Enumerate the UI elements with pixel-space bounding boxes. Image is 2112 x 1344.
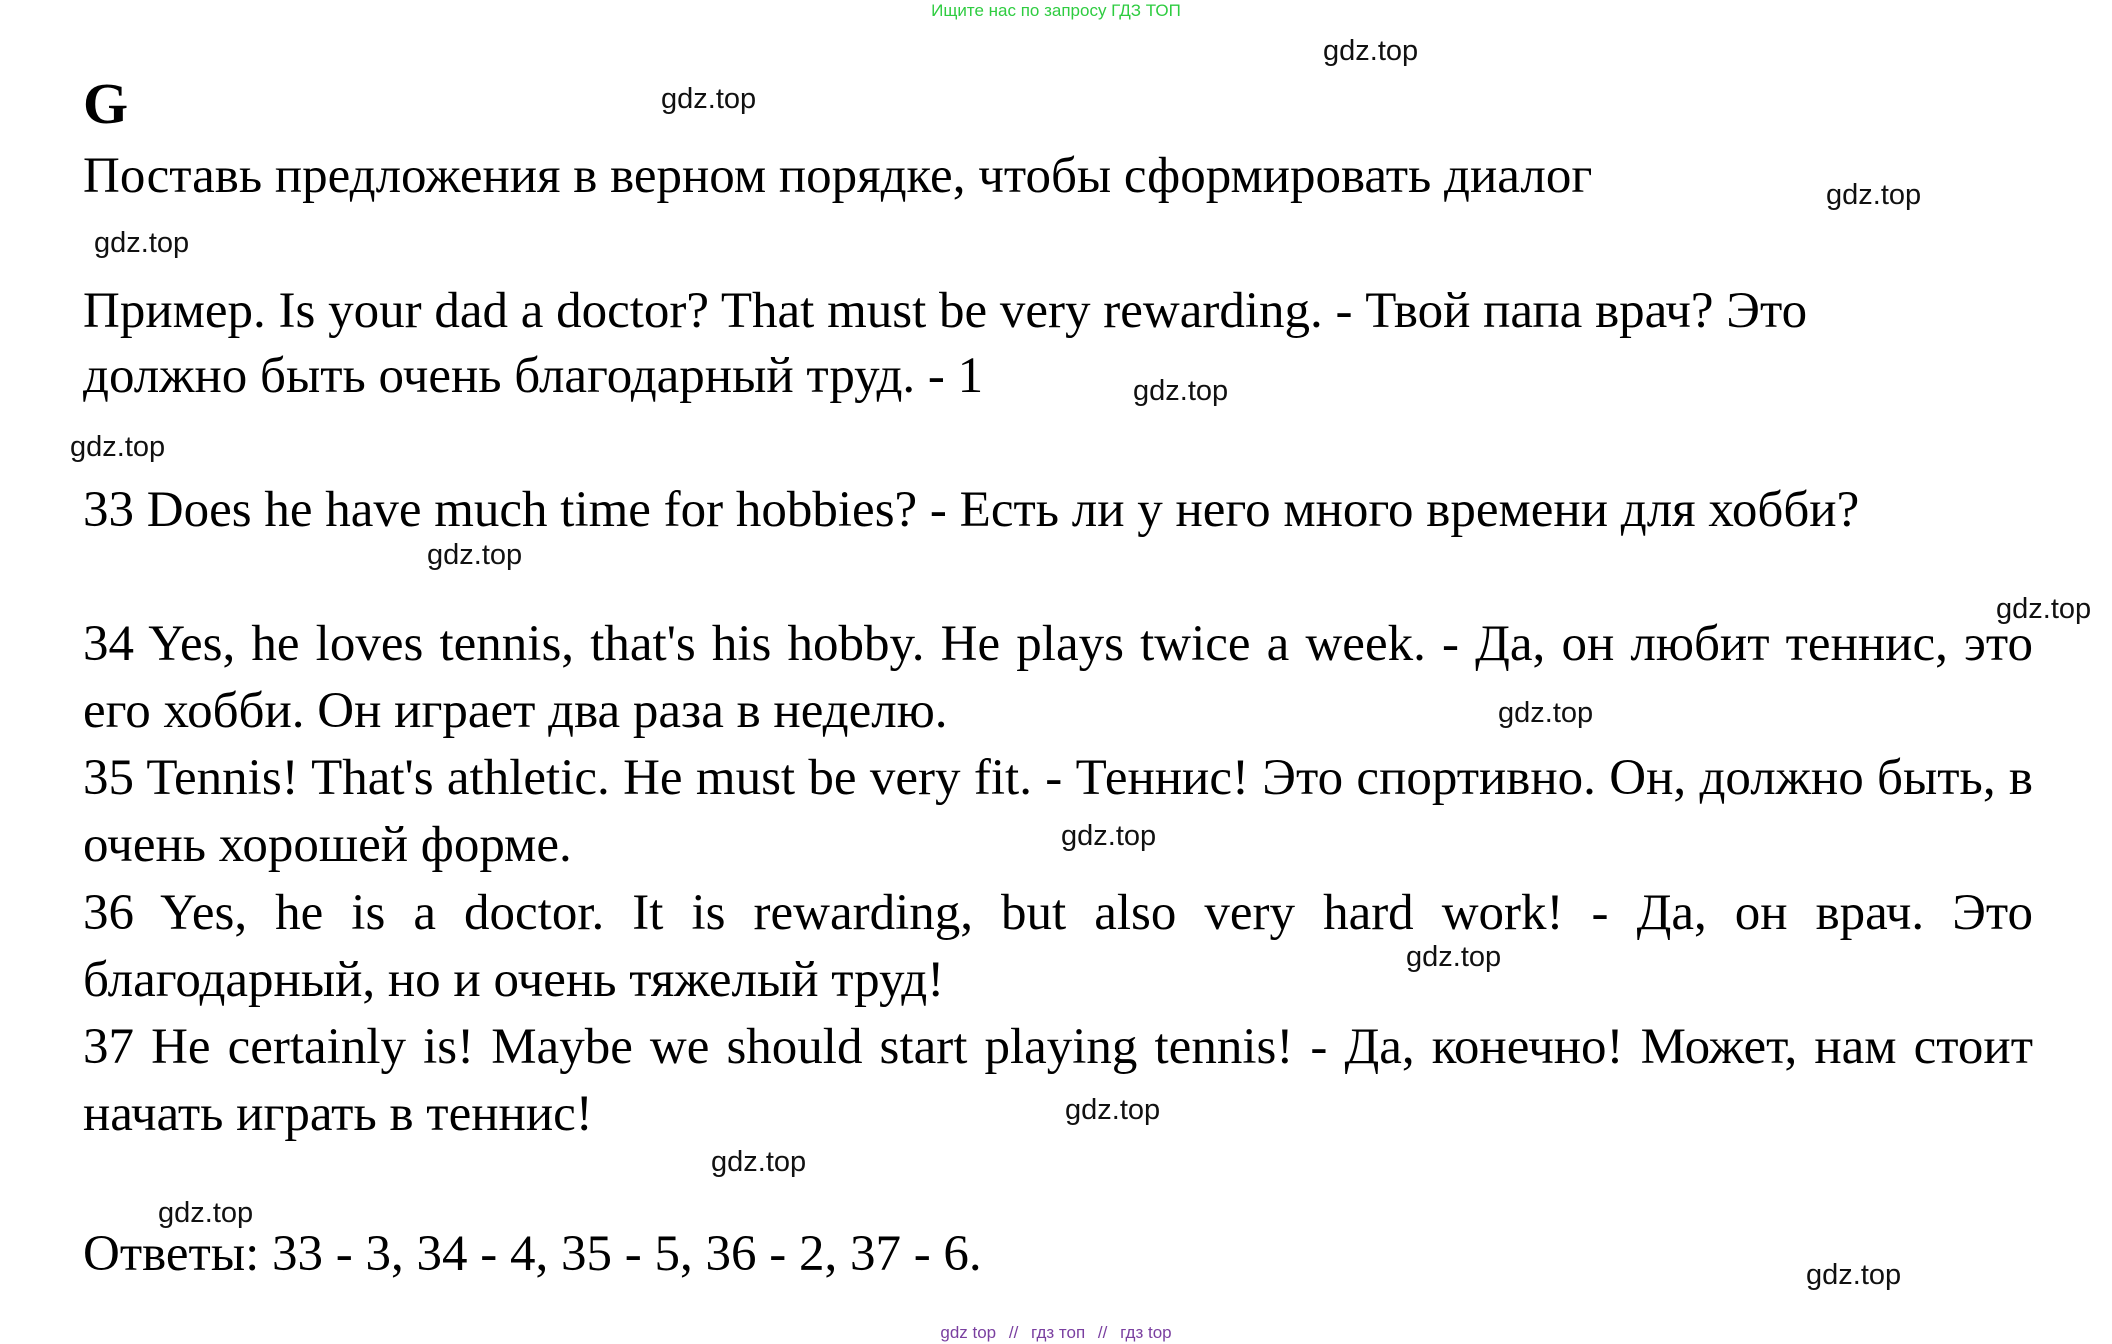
footer-separator: // [1097, 1323, 1108, 1342]
watermark: gdz.top [711, 1146, 807, 1178]
dialog-item-35: 35 Tennis! That's athletic. He must be very fit. - Теннис! Это спортивно. Он, должно быть, в очень хорошей форме. [83, 750, 2033, 873]
watermark: gdz.top [661, 83, 757, 115]
section-letter: G [83, 71, 129, 136]
footer-links [0, 1322, 2112, 1344]
dialog-item-33: 33 Does he have much time for hobbies? - Есть ли у него много времени для хобби? [83, 482, 1860, 538]
search-banner: Ищите нас по запросу ГДЗ ТОП [931, 1, 1181, 20]
watermark: gdz.top [94, 227, 190, 259]
answers-line: Ответы: 33 - 3, 34 - 4, 35 - 5, 36 - 2, 37 - 6. [83, 1226, 982, 1282]
watermark: gdz.top [1323, 35, 1419, 67]
watermark: gdz.top [1806, 1259, 1902, 1291]
footer-separator: // [1008, 1323, 1019, 1342]
footer-link-gdz-top[interactable]: gdz top [940, 1323, 997, 1342]
footer-link-gdz-top-mixed[interactable]: гдз top [1120, 1323, 1172, 1342]
watermark: gdz.top [1061, 820, 1157, 852]
watermark: gdz.top [1498, 697, 1594, 729]
dialog-item-34: 34 Yes, he loves tennis, that's his hobby. He plays twice a week. - Да, он любит теннис, это его хобби. Он играет два раза в неделю. [83, 616, 2033, 739]
watermark: gdz.top [1826, 179, 1922, 211]
watermark: gdz.top [1133, 375, 1229, 407]
watermark: gdz.top [70, 431, 166, 463]
watermark: gdz.top [427, 539, 523, 571]
example-line-2: должно быть очень благодарный труд. - 1 [83, 348, 984, 404]
watermark: gdz.top [1996, 593, 2092, 625]
dialog-item-37: 37 He certainly is! Maybe we should start playing tennis! - Да, конечно! Может, нам стоит начать играть в теннис! [83, 1019, 2033, 1142]
footer-link-gdz-top-ru[interactable]: гдз топ [1031, 1323, 1086, 1342]
watermark: gdz.top [1065, 1094, 1161, 1126]
dialog-item-36: 36 Yes, he is a doctor. It is rewarding, but also very hard work! - Да, он врач. Это благодарный, но и очень тяжелый труд! [83, 885, 2033, 1008]
watermark: gdz.top [158, 1197, 254, 1229]
watermark: gdz.top [1406, 941, 1502, 973]
example-line-1: Пример. Is your dad a doctor? That must be very rewarding. - Твой папа врач? Это [83, 283, 1808, 339]
instruction-text: Поставь предложения в верном порядке, чтобы сформировать диалог [83, 148, 1593, 204]
